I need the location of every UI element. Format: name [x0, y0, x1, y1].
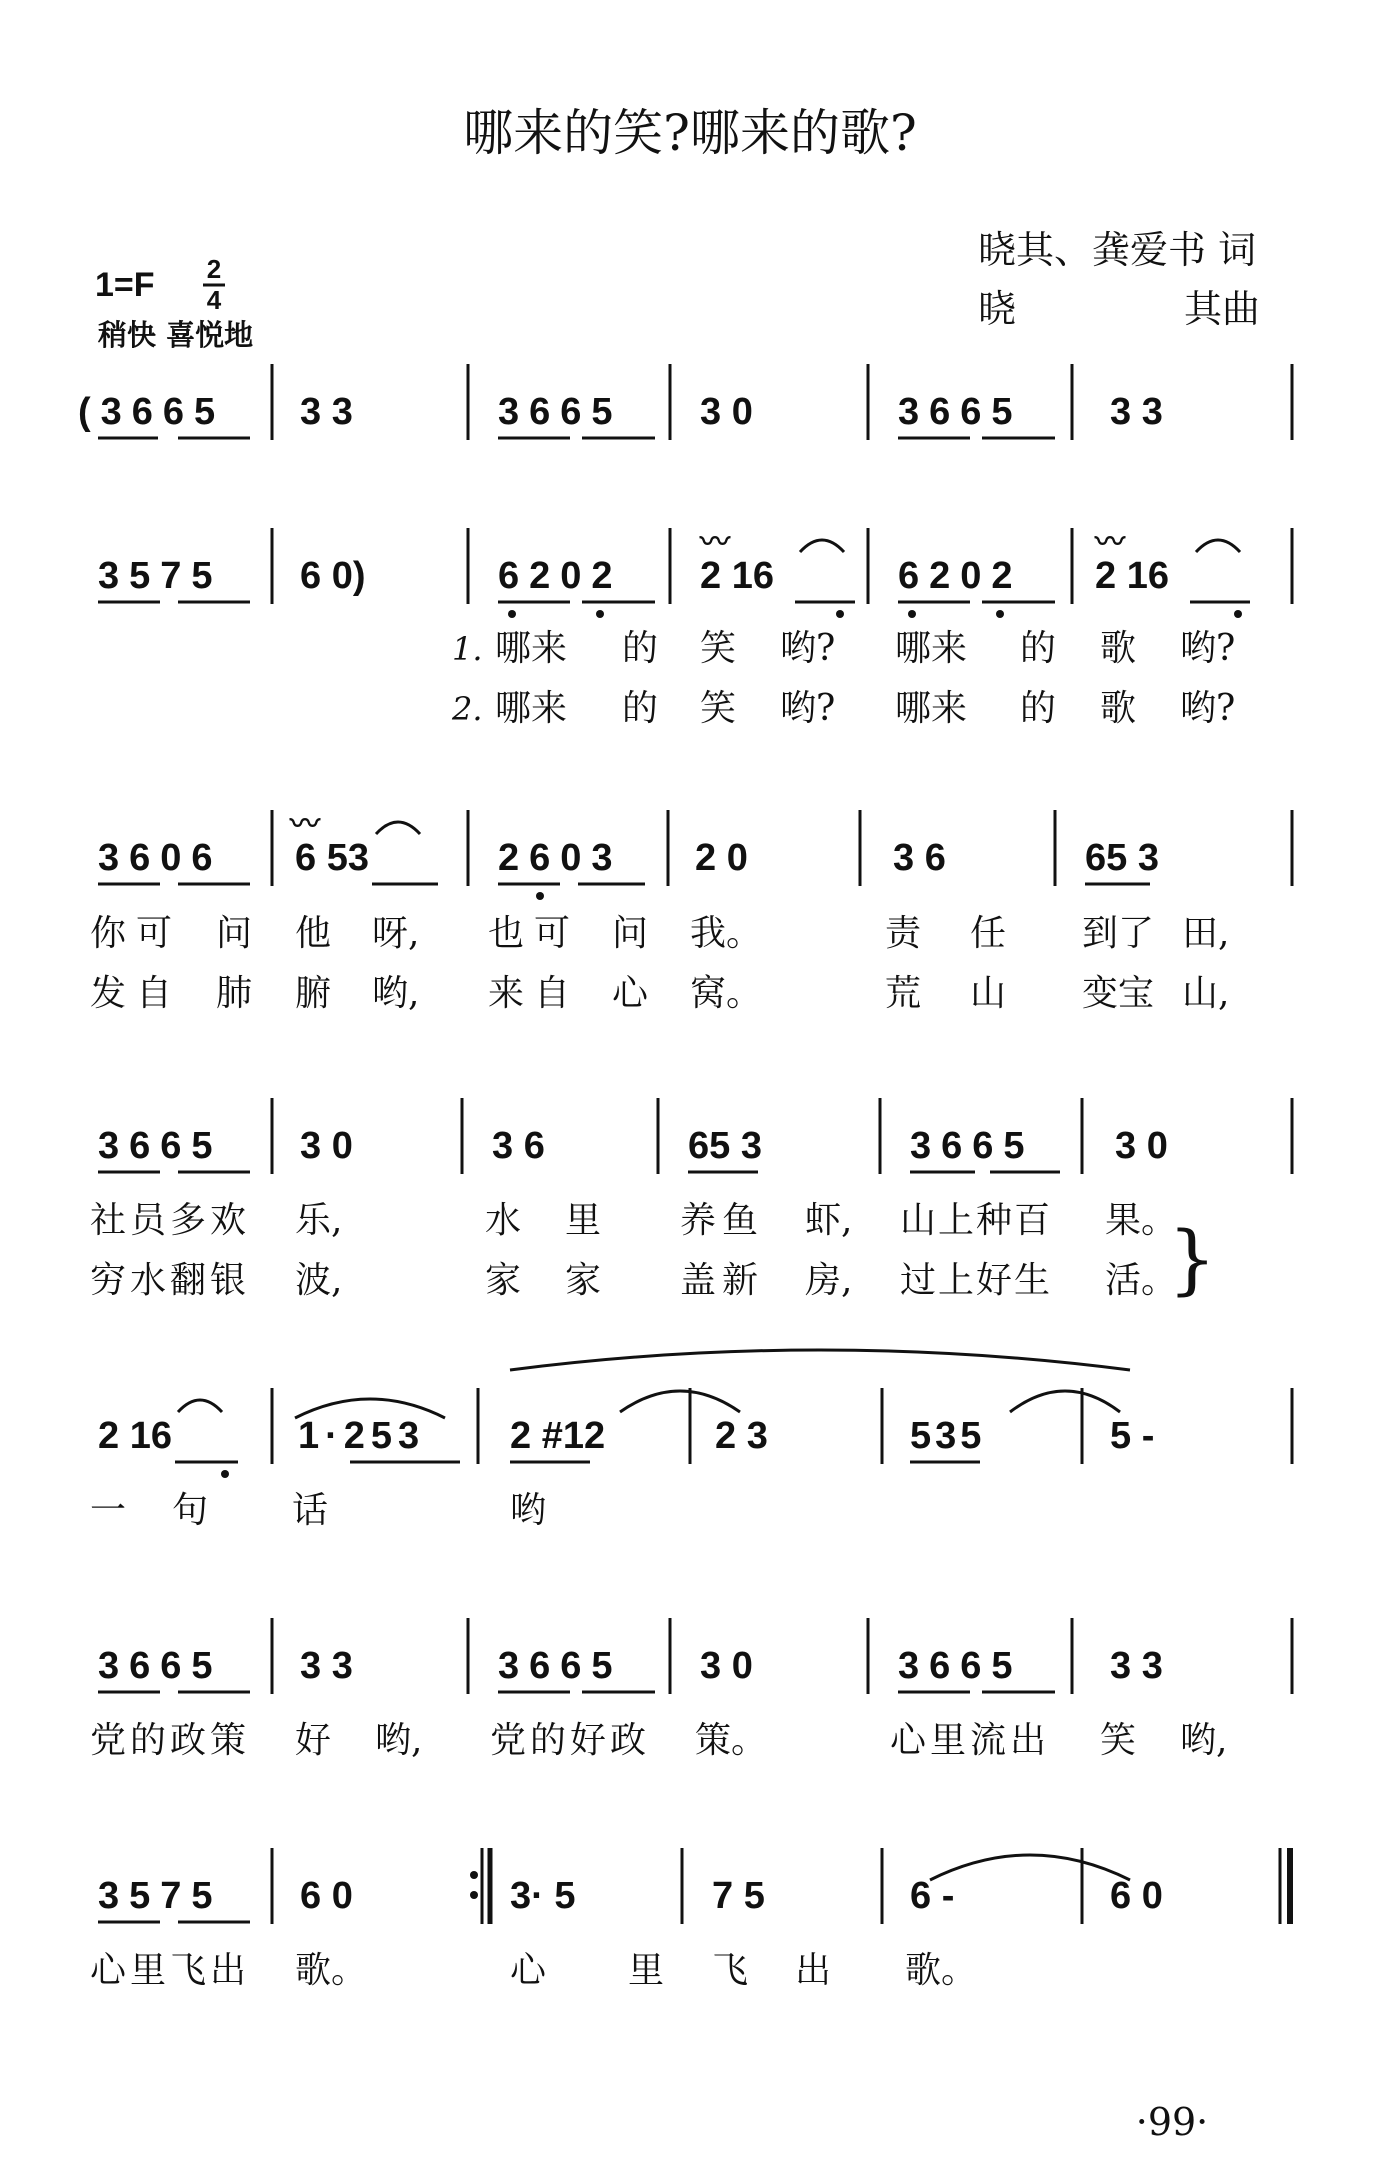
- composer-suffix: 其曲: [1184, 287, 1261, 331]
- page-number: ·99·: [1135, 2100, 1209, 2144]
- song-title: 哪来的笑?哪来的歌?: [463, 104, 917, 162]
- time-signature-bottom: 4: [206, 285, 222, 315]
- system-2: [98, 526, 1292, 729]
- lyric: 心里飞出: [90, 1950, 251, 1991]
- measure-3: 3665: [498, 1645, 623, 1687]
- measure-1: 3606: [98, 837, 223, 879]
- measure-2: 6 0: [300, 1875, 353, 1917]
- lyric: 到了: [1082, 913, 1155, 954]
- measure-6: 3 3: [1110, 391, 1163, 433]
- measure-4: 2 16: [700, 555, 774, 597]
- lyric: 家: [565, 1260, 602, 1301]
- measure-2: 6 0): [300, 555, 366, 597]
- lyric: 话: [292, 1490, 329, 1531]
- long-slur: [510, 1350, 1130, 1370]
- lyric: 心: [510, 1950, 547, 1991]
- measure-3: 2603: [498, 837, 623, 879]
- measure-1: 3665: [98, 1645, 223, 1687]
- mordent-ornament: 〰: [700, 526, 730, 559]
- lyric: 句: [172, 1490, 209, 1531]
- lyric: 腑: [295, 973, 332, 1014]
- measure-1: 3575: [98, 555, 223, 597]
- verse-number: 2.: [452, 690, 483, 728]
- lyric: 房,: [805, 1260, 853, 1301]
- low-octave-dot: [508, 610, 516, 618]
- measure-6: 3 3: [1110, 1645, 1163, 1687]
- lyric: 的: [1020, 688, 1057, 729]
- slur: [1010, 1391, 1120, 1412]
- measure-3: 6202: [498, 555, 623, 597]
- lyric: 歌: [1100, 688, 1137, 729]
- system-7: [90, 1848, 1290, 1991]
- lyric: 哪来: [495, 628, 568, 669]
- measure-3: 3665: [498, 391, 623, 433]
- time-signature-top: 2: [206, 254, 222, 284]
- lyric: 山: [970, 973, 1007, 1014]
- measure-6: 2 16: [1095, 555, 1169, 597]
- lyric: 穷水翻银: [90, 1260, 251, 1301]
- lyric: 过上好生: [900, 1260, 1053, 1301]
- lyric: 哟?: [780, 688, 836, 729]
- lyric: 里: [628, 1950, 665, 1991]
- lyric: 里: [565, 1200, 602, 1241]
- tempo-marking: 稍快 喜悦地: [98, 318, 254, 352]
- measure-5: 3 6: [893, 837, 946, 879]
- lyric: 乐,: [295, 1200, 343, 1241]
- lyric: 哟,: [375, 1720, 423, 1761]
- measure-4: 2 0: [695, 837, 748, 879]
- lyric: 笑: [700, 628, 737, 669]
- lyric: 家: [485, 1260, 522, 1301]
- fermata-arc: [1196, 540, 1240, 552]
- lyric: 策。: [695, 1720, 768, 1761]
- measure-4: 7 5: [712, 1875, 765, 1917]
- lyric: 笑: [1100, 1720, 1137, 1761]
- lyric: 心: [612, 973, 649, 1014]
- low-octave-dot: [1234, 610, 1242, 618]
- lyric: 党的好政: [490, 1720, 651, 1761]
- lyric: 哟?: [1180, 628, 1236, 669]
- system-4: [90, 1098, 1292, 1303]
- fermata-arc: [178, 1400, 222, 1412]
- lyric: 歌。: [905, 1950, 978, 1991]
- lyric: 也可: [488, 913, 581, 954]
- verse-brace: }: [1168, 1214, 1217, 1303]
- lyric: 波,: [295, 1260, 343, 1301]
- measure-6: 3 0: [1115, 1125, 1168, 1167]
- lyric: 的: [1020, 628, 1057, 669]
- lyric: 虾,: [805, 1200, 853, 1241]
- low-octave-dot: [536, 892, 544, 900]
- measure-6: 6 0: [1110, 1875, 1163, 1917]
- lyric: 哟?: [1180, 688, 1236, 729]
- lyric: 社员多欢: [90, 1200, 251, 1241]
- measure-2: 3 3: [300, 1645, 353, 1687]
- measure-1: (3665: [78, 391, 226, 433]
- lyric: 党的政策: [90, 1720, 251, 1761]
- system-6: [90, 1618, 1292, 1761]
- key-signature: 1=F: [95, 266, 155, 304]
- lyric: 发自: [90, 973, 183, 1014]
- low-octave-dot: [908, 610, 916, 618]
- system-5: [90, 1350, 1292, 1531]
- lyric: 责: [885, 913, 922, 954]
- lyric: 哟,: [372, 973, 420, 1014]
- system-1: [78, 364, 1292, 440]
- lyric: 水: [485, 1200, 522, 1241]
- measure-2: 1·253: [298, 1415, 426, 1457]
- lyric: 盖新: [680, 1260, 765, 1301]
- lyric: 问: [612, 913, 649, 954]
- lyric: 窝。: [690, 973, 763, 1014]
- measure-2: 3 3: [300, 391, 353, 433]
- lyric: 肺: [216, 973, 253, 1014]
- lyric: 山,: [1182, 973, 1230, 1014]
- lyric: 的: [622, 688, 659, 729]
- tie: [930, 1855, 1130, 1880]
- measure-4: 2 3: [715, 1415, 768, 1457]
- repeat-dot: [470, 1871, 478, 1879]
- lyric: 活。: [1105, 1260, 1178, 1301]
- lyric: 呀,: [372, 913, 420, 954]
- measure-5: 6202: [898, 555, 1023, 597]
- lyric: 哟,: [1180, 1720, 1228, 1761]
- mordent-ornament: 〰: [290, 808, 320, 841]
- lyric: 一: [90, 1490, 127, 1531]
- low-octave-dot: [596, 610, 604, 618]
- lyric: 哪来: [895, 628, 968, 669]
- lyric: 山上种百: [900, 1200, 1053, 1241]
- measure-6: 65 3: [1085, 837, 1159, 879]
- measure-4: 3 0: [700, 1645, 753, 1687]
- lyric: 歌: [1100, 628, 1137, 669]
- fermata-arc: [376, 822, 420, 834]
- low-octave-dot: [221, 1470, 229, 1478]
- lyric: 我。: [690, 913, 763, 954]
- lyric: 田,: [1182, 913, 1230, 954]
- lyric: 任: [970, 913, 1007, 954]
- measure-5: 535: [910, 1415, 986, 1457]
- lyric: 哪来: [895, 688, 968, 729]
- lyric: 飞: [712, 1950, 749, 1991]
- measure-3: 3· 5: [510, 1875, 576, 1917]
- lyric: 养鱼: [680, 1200, 765, 1241]
- measure-1: 2 16: [98, 1415, 172, 1457]
- lyric: 哟?: [780, 628, 836, 669]
- mordent-ornament: 〰: [1095, 526, 1125, 559]
- measure-2: 6 53: [295, 837, 369, 879]
- lyric: 他: [295, 913, 332, 954]
- lyric: 变宝: [1082, 973, 1155, 1014]
- repeat-dot: [470, 1891, 478, 1899]
- measure-6: 5 -: [1110, 1415, 1155, 1457]
- lyric: 笑: [700, 688, 737, 729]
- lyric: 哪来: [495, 688, 568, 729]
- measure-2: 3 0: [300, 1125, 353, 1167]
- lyricist-credit: 晓其、龚爱书 词: [978, 228, 1257, 272]
- system-3: [90, 808, 1292, 1014]
- lyric: 哟: [510, 1490, 547, 1531]
- measure-3: 3 6: [492, 1125, 545, 1167]
- measure-5: 6 -: [910, 1875, 955, 1917]
- low-octave-dot: [996, 610, 1004, 618]
- lyric: 你可: [90, 913, 183, 954]
- slur: [620, 1391, 740, 1412]
- measure-4: 65 3: [688, 1125, 762, 1167]
- composer-name: 晓: [978, 287, 1017, 331]
- lyric: 心里流出: [890, 1720, 1051, 1761]
- lyric: 果。: [1105, 1200, 1178, 1241]
- lyric: 问: [216, 913, 253, 954]
- measure-3: 2 #12: [510, 1415, 606, 1457]
- lyric: 的: [622, 628, 659, 669]
- lyric: 荒: [885, 973, 922, 1014]
- lyric: 出: [795, 1950, 832, 1991]
- measure-5: 3665: [910, 1125, 1035, 1167]
- lyric: 来自: [488, 973, 581, 1014]
- measure-1: 3665: [98, 1125, 223, 1167]
- measure-5: 3665: [898, 391, 1023, 433]
- measure-1: 3575: [98, 1875, 223, 1917]
- verse-number: 1.: [452, 630, 483, 668]
- low-octave-dot: [836, 610, 844, 618]
- lyric: 歌。: [295, 1950, 368, 1991]
- measure-4: 3 0: [700, 391, 753, 433]
- measure-5: 3665: [898, 1645, 1023, 1687]
- lyric: 好: [295, 1720, 332, 1761]
- fermata-arc: [800, 540, 844, 552]
